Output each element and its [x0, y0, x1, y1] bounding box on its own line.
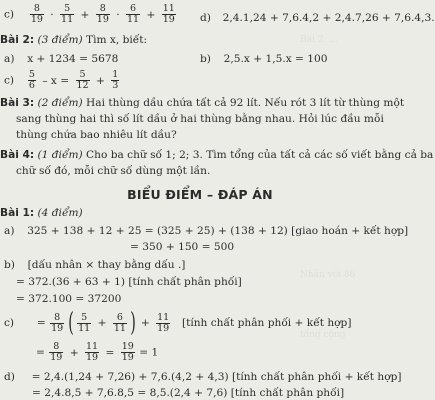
question-4-line1: Bài 4: (1 điểm) Cho ba chữ số 1; 2; 3. Tìm tổng của tất cả các số viết bằng cả ba: [0, 149, 434, 161]
fraction: $\frac{8}{19}$: [96, 3, 109, 25]
answer-title: BIỂU ĐIỂM – ĐÁP ÁN: [127, 187, 273, 202]
question-2-header: Bài 2: (3 điểm) Tìm x, biết:: [0, 34, 148, 46]
question-3-line1: Bài 3: (2 điểm) Hai thùng dầu chứa tất cả 92 lít. Nếu rót 3 lít từ thùng một: [0, 97, 405, 109]
answer-1c-line2: = $\frac{8}{19}$ + $\frac{11}{19}$ = $\frac{19}{19}$ = 1: [36, 341, 159, 363]
answer-1c-line1: c) = $\frac{8}{19}$ ( $\frac{5}{11}$ + $\frac{6}{11}$ ) + $\frac{11}{19}$ [tính chất phân phối + kết hợp]: [4, 308, 352, 338]
answer-1b-line1: b) [dấu nhân × thay bằng dấu .]: [4, 259, 186, 271]
answer-1a-line1: a) 325 + 138 + 12 + 25 = (325 + 25) + (138 + 12) [giao hoán + kết hợp]: [4, 225, 409, 237]
question-3-line2: sang thùng hai thì số lít dầu ở hai thùng bằng nhau. Hỏi lúc đầu mỗi: [16, 113, 384, 125]
question-4-line2: chữ số đó, mỗi chữ số dùng một lần.: [16, 165, 211, 177]
question-3-line3: thùng chứa bao nhiêu lít dầu?: [16, 129, 177, 141]
question-2c: c) $\frac{5}{6}$ – x = $\frac{5}{12}$ + $\frac{1}{3}$: [4, 69, 119, 91]
answer-1a-line2: = 350 + 150 = 500: [130, 241, 235, 253]
answer-1d-line2: = 2,4.8,5 + 7,6.8,5 = 8,5.(2,4 + 7,6) [tính chất phân phối]: [32, 387, 345, 399]
answer-1-header: Bài 1: (4 điểm): [0, 207, 83, 219]
fraction: $\frac{6}{11}$: [127, 3, 140, 25]
answer-1d-line1: d) = 2,4.(1,24 + 7,26) + 7,6.(4,2 + 4,3) [tính chất phân phối + kết hợp]: [4, 371, 402, 383]
question-2a: a) x + 1234 = 5678: [4, 53, 119, 65]
bleed-text: tổng cộng: [300, 330, 346, 340]
item-label: c): [4, 8, 15, 21]
bleed-text: Bài 2: ...: [300, 35, 338, 45]
fraction: $\frac{5}{11}$: [61, 3, 74, 25]
question-1c: c) $\frac{8}{19}$ · $\frac{5}{11}$ + $\frac{8}{19}$ · $\frac{6}{11}$ + $\frac{11}{19}$: [4, 3, 175, 25]
answer-1b-line2: = 372.(36 + 63 + 1) [tính chất phân phối]: [16, 276, 242, 288]
question-1d: d) 2,4.1,24 + 7,6.4,2 + 2,4.7,26 + 7,6.4,3.: [200, 12, 435, 24]
fraction: $\frac{8}{19}$: [30, 3, 43, 25]
question-2b: b) 2,5.x + 1,5.x = 100: [200, 53, 328, 65]
answer-1b-line3: = 372.100 = 37200: [16, 293, 122, 305]
fraction: $\frac{11}{19}$: [162, 3, 175, 25]
bleed-text: Nhân với 86: [300, 270, 356, 280]
